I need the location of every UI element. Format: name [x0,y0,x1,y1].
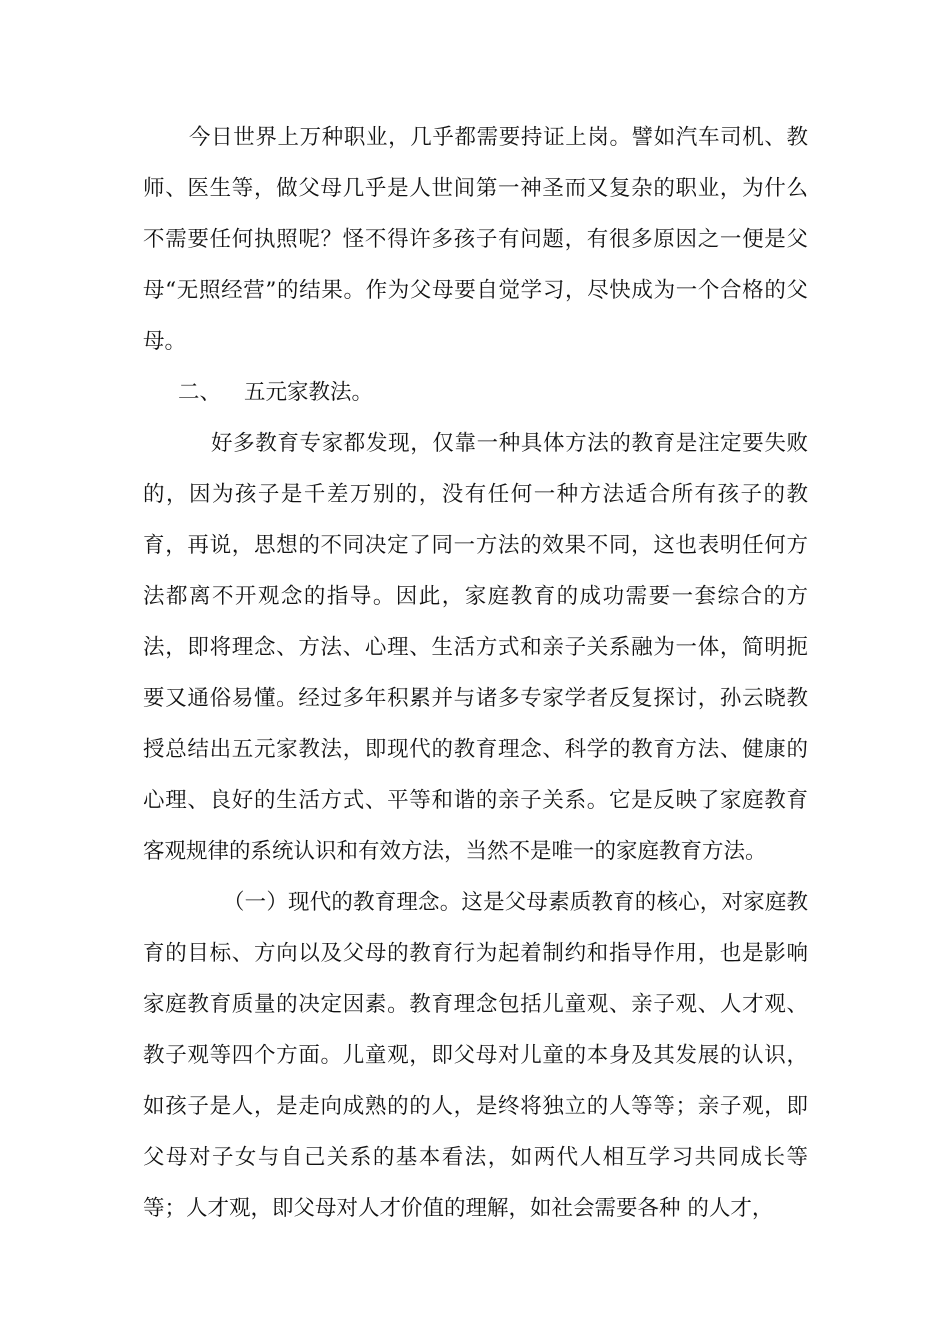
section-number: 二、 [178,380,222,405]
paragraph-license: 今日世界上万种职业，几乎都需要持证上岗。譬如汽车司机、教师、医生等，做父母几乎是人世间第一神圣而又复杂的职业，为什么不需要任何执照呢？怪不得许多孩子有问题，有很多原因之一便是父母“无照经营”的结果。作为父母要自觉学习，尽快成为一个合格的父母。 [143,125,808,354]
section-heading [143,367,808,418]
paragraph-education-concept: （一）现代的教育理念。这是父母素质教育的核心，对家庭教育的目标、方向以及父母的教育行为起着制约和指导作用，也是影响家庭教育质量的决定因素。教育理念包括儿童观、亲子观、人才观、教子观等四个方面。儿童观，即父母对儿童的本身及其发展的认识，如孩子是人，是走向成熟的的人，是终将独立的人等等；亲子观，即父母对子女与自己关系的基本看法，如两代人相互学习共同成长等等；人才观，即父母对人才价值的理解，如社会需要各种 的人才， [143,890,808,1221]
document-page [143,112,808,1234]
paragraph-five-methods: 好多教育专家都发现，仅靠一种具体方法的教育是注定要失败的，因为孩子是千差万别的，没有任何一种方法适合所有孩子的教育，再说，思想的不同决定了同一方法的效果不同，这也表明任何方法都离不开观念的指导。因此，家庭教育的成功需要一套综合的方法，即将理念、方法、心理、生活方式和亲子关系融为一体，简明扼要又通俗易懂。经过多年积累并与诸多专家学者反复探讨，孙云晓教授总结出五元家教法，即现代的教育理念、科学的教育方法、健康的心理、良好的生活方式、平等和谐的亲子关系。它是反映了家庭教育客观规律的系统认识和有效方法，当然不是唯一的家庭教育方法。 [143,431,808,864]
section-title: 五元家教法。 [244,380,374,405]
